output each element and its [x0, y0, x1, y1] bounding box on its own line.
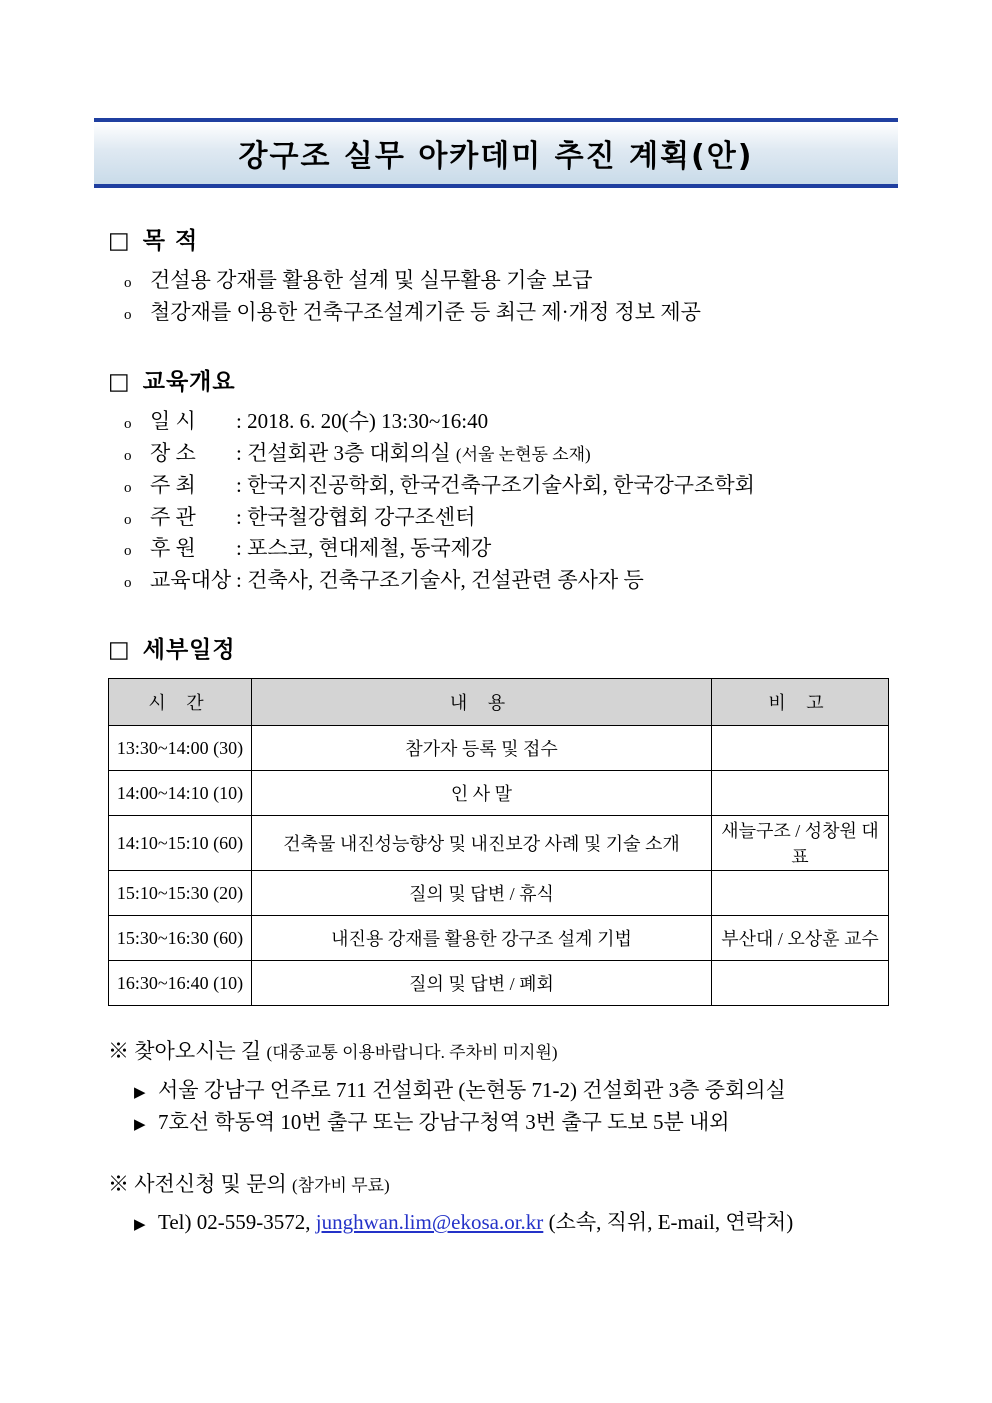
table-row [109, 961, 889, 1006]
circle-bullet-icon: o [124, 575, 132, 592]
section-heading-overview-label: 교육개요 [142, 368, 236, 395]
section-purpose [86, 222, 906, 329]
contact-heading [108, 1169, 906, 1201]
overview-value-datetime: 2018. 6. 20(수) 13:30~16:40 [247, 408, 489, 433]
list-item [134, 1106, 906, 1139]
circle-bullet-icon: o [124, 479, 132, 496]
list-item [124, 297, 906, 329]
overview-value-host: 한국지진공학회, 한국건축구조기술사회, 한국강구조학회 [247, 472, 755, 497]
overview-note-venue: (서울 논현동 소재) [455, 444, 591, 464]
section-overview [86, 363, 906, 597]
cell-time: 16:30~16:40 (10) [109, 961, 252, 1006]
overview-separator: : [236, 568, 242, 593]
cell-note: 부산대 / 오상훈 교수 [712, 916, 889, 961]
purpose-item-text: 건설용 강재를 활용한 설계 및 실무활용 기술 보급 [150, 268, 593, 292]
column-header-content: 내 용 [252, 679, 712, 726]
schedule-table [108, 678, 889, 1006]
circle-bullet-icon: o [124, 275, 132, 291]
directions-item-text: 서울 강남구 언주로 711 건설회관 (논현동 71-2) 건설회관 3층 중회의실 [158, 1077, 786, 1102]
purpose-list [86, 265, 906, 329]
schedule-table-body [109, 726, 889, 1006]
list-item [124, 438, 906, 470]
section-heading-schedule-label: 세부일정 [142, 637, 236, 664]
triangle-bullet-icon: ▶ [134, 1217, 146, 1234]
cell-time: 15:10~15:30 (20) [109, 871, 252, 916]
section-heading-purpose-label: 목 적 [142, 228, 199, 254]
directions-heading [108, 1036, 906, 1068]
table-header-row [109, 679, 889, 726]
overview-separator: : [236, 472, 242, 497]
cell-note [712, 726, 889, 771]
column-header-note: 비 고 [712, 679, 889, 726]
overview-label-host: 주 최 [150, 472, 196, 497]
directions-item-text: 7호선 학동역 10번 출구 또는 강남구청역 3번 출구 도보 5분 내외 [158, 1110, 730, 1135]
table-row [109, 771, 889, 816]
list-item [124, 502, 906, 534]
page-title: 강구조 실무 아카데미 추진 계획(안) [238, 139, 754, 174]
overview-label-datetime: 일 시 [150, 408, 196, 433]
square-bullet-icon: □ [108, 368, 131, 395]
list-item [124, 265, 906, 297]
circle-bullet-icon: o [124, 306, 132, 323]
directions-list [86, 1074, 906, 1139]
list-item [124, 533, 906, 565]
column-header-time: 시 간 [109, 679, 252, 726]
contact-note: (소속, 직위, E-mail, 연락처) [548, 1210, 794, 1235]
list-item [124, 565, 906, 597]
cell-time: 14:00~14:10 (10) [109, 771, 252, 816]
overview-label-sponsor: 후 원 [150, 536, 196, 561]
contact-phone: Tel) 02-559-3572, [158, 1210, 311, 1235]
cell-note [712, 771, 889, 816]
circle-bullet-icon: o [124, 447, 132, 464]
schedule-table-head [109, 679, 889, 726]
reference-mark-icon: ※ [108, 1039, 129, 1064]
overview-separator: : [236, 408, 242, 433]
list-item [124, 470, 906, 502]
directions-heading-note: (대중교통 이용바랍니다. 주차비 미지원) [266, 1043, 558, 1063]
cell-time: 13:30~14:00 (30) [109, 726, 252, 771]
circle-bullet-icon: o [124, 511, 132, 528]
cell-content: 인 사 말 [252, 771, 712, 816]
cell-content: 질의 및 답변 / 폐회 [252, 961, 712, 1006]
overview-value-organizer: 한국철강협회 강구조센터 [247, 504, 476, 529]
contact-list [86, 1206, 906, 1239]
section-contact [86, 1169, 906, 1239]
overview-separator: : [236, 536, 242, 561]
cell-time: 15:30~16:30 (60) [109, 916, 252, 961]
document-title-banner [94, 118, 898, 188]
purpose-item-text: 철강재를 이용한 건축구조설계기준 등 최근 제·개정 정보 제공 [150, 299, 701, 324]
overview-value-sponsor: 포스코, 현대제철, 동국제강 [247, 536, 492, 561]
overview-list [86, 406, 906, 597]
triangle-bullet-icon: ▶ [134, 1117, 146, 1134]
cell-content: 내진용 강재를 활용한 강구조 설계 기법 [252, 916, 712, 961]
table-row [109, 916, 889, 961]
overview-value-audience: 건축사, 건축구조기술사, 건설관련 종사자 등 [247, 568, 644, 593]
list-item [134, 1206, 906, 1239]
cell-content: 참가자 등록 및 접수 [252, 726, 712, 771]
cell-note [712, 961, 889, 1006]
circle-bullet-icon: o [124, 415, 132, 432]
square-bullet-icon: □ [108, 228, 131, 254]
table-row [109, 726, 889, 771]
section-heading-purpose [108, 222, 906, 255]
contact-heading-note: (참가비 무료) [292, 1175, 390, 1195]
circle-bullet-icon: o [124, 543, 132, 560]
list-item [124, 406, 906, 438]
square-bullet-icon: □ [108, 637, 131, 664]
cell-note: 새늘구조 / 성창원 대표 [712, 816, 889, 871]
table-row [109, 871, 889, 916]
section-schedule [86, 631, 906, 1006]
list-item [134, 1074, 906, 1107]
section-heading-schedule [108, 631, 906, 664]
table-row [109, 816, 889, 871]
overview-label-venue: 장 소 [150, 440, 196, 465]
overview-separator: : [236, 504, 242, 529]
cell-content: 건축물 내진성능향상 및 내진보강 사례 및 기술 소개 [252, 816, 712, 871]
triangle-bullet-icon: ▶ [134, 1084, 146, 1101]
directions-heading-label: 찾아오시는 길 [134, 1039, 262, 1064]
contact-heading-label: 사전신청 및 문의 [134, 1171, 287, 1196]
overview-value-venue: 건설회관 3층 대회의실 [247, 440, 451, 465]
cell-content: 질의 및 답변 / 휴식 [252, 871, 712, 916]
contact-email-link[interactable]: junghwan.lim@ekosa.or.kr [315, 1210, 544, 1235]
section-heading-overview [108, 363, 906, 396]
reference-mark-icon: ※ [108, 1171, 129, 1196]
section-directions [86, 1036, 906, 1139]
overview-separator: : [236, 440, 242, 465]
cell-time: 14:10~15:10 (60) [109, 816, 252, 871]
cell-note [712, 871, 889, 916]
overview-label-audience: 교육대상 [150, 568, 232, 593]
overview-label-organizer: 주 관 [150, 504, 196, 529]
